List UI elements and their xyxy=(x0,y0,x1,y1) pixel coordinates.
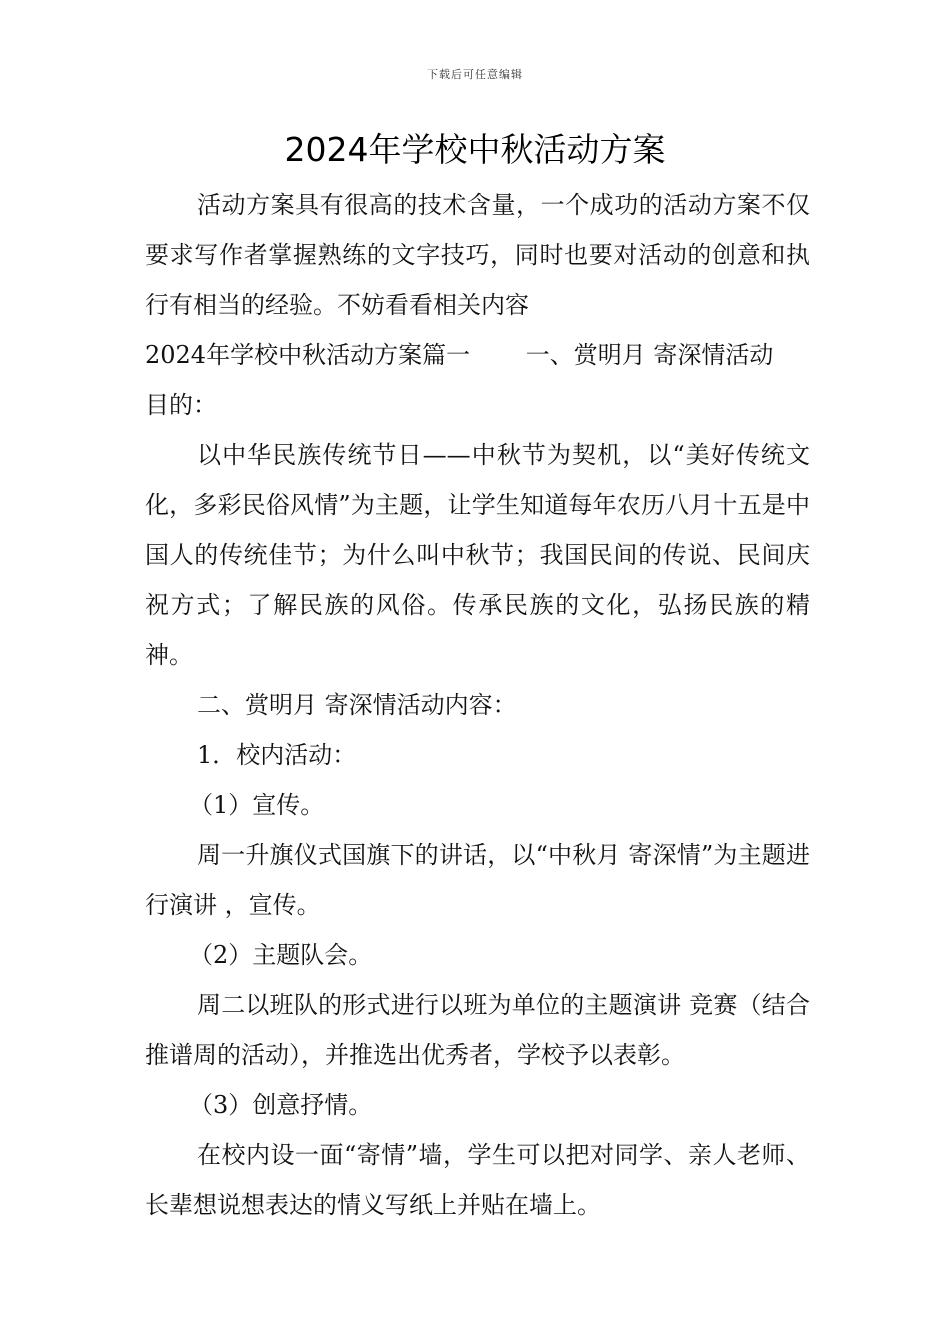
intro-paragraph: 活动方案具有很高的技术含量，一个成功的活动方案不仅要求写作者掌握熟练的文字技巧，同时也要对活动的创意和执行有相当的经验。不妨看看相关内容 xyxy=(145,191,810,319)
header-note: 下载后可任意编辑 xyxy=(427,68,523,81)
item-1-3-heading: （3）创意抒情。 xyxy=(189,1091,373,1119)
section-two-heading: 二、赏明月 寄深情活动内容： xyxy=(197,691,517,719)
item-1-1-heading: （1）宣传。 xyxy=(189,791,325,819)
item-1-1-paragraph: 周一升旗仪式国旗下的讲话，以“中秋月 寄深情”为主题进行演讲 ，宣传。 xyxy=(145,841,810,919)
section-one-heading: 2024年学校中秋活动方案篇一 一、赏明月 寄深情活动 xyxy=(145,341,774,369)
purpose-paragraph: 以中华民族传统节日——中秋节为契机，以“美好传统文化，多彩民俗风情”为主题，让学生知道每年农历八月十五是中国人的传统佳节；为什么叫中秋节；我国民间的传说、民间庆祝方式；了解民族的风俗。传承民族的文化，弘扬民族的精神。 xyxy=(145,441,810,669)
item-1-2-heading: （2）主题队会。 xyxy=(189,941,373,969)
section-one-heading-cont: 目的： xyxy=(145,391,217,419)
document-title: 2024年学校中秋活动方案 xyxy=(284,130,666,169)
document-body xyxy=(145,180,810,1230)
item-1-heading: 1．校内活动： xyxy=(197,741,357,769)
item-1-3-paragraph: 在校内设一面“寄情”墙，学生可以把对同学、亲人老师、长辈想说想表达的情义写纸上并贴在墙上。 xyxy=(145,1141,810,1219)
item-1-2-paragraph: 周二以班队的形式进行以班为单位的主题演讲 竞赛（结合推谱周的活动），并推选出优秀者，学校予以表彰。 xyxy=(145,991,810,1069)
